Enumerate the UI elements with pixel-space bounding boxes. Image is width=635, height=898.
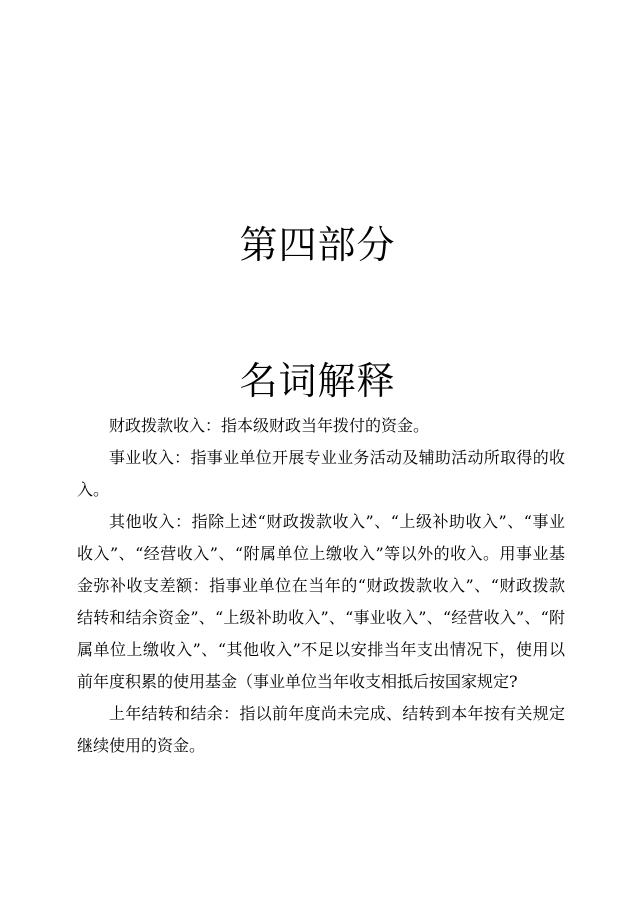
paragraph-other-income: 其他收入：指除上述“财政拨款收入”、“上级补助收入”、“事业收入”、“经营收入”、“附属单位上缴收入”等以外的收入。用事业基金弥补收支差额：指事业单位在当年的“财政拨款收入”、“财政拨款结转和结余资金”、“上级补助收入”、“事业收入”、“经营收入”、“附属单位上缴收入”、“其他收入”不足以安排当年支出情况下，使用以前年度积累的使用基金（事业单位当年收支相抵后按国家规定? — [77, 512, 565, 691]
section-title: 名词解释 — [239, 358, 396, 403]
part-title: 第四部分 — [239, 223, 396, 268]
document-body — [77, 410, 565, 762]
paragraph-business-income: 事业收入：指事业单位开展专业业务活动及辅助活动所取得的收入。 — [77, 448, 565, 499]
paragraph-fiscal-appropriation-income: 财政拨款收入：指本级财政当年拨付的资金。 — [109, 416, 430, 435]
paragraph-carryover-balance: 上年结转和结余：指以前年度尚未完成、结转到本年按有关规定继续使用的资金。 — [77, 704, 565, 755]
